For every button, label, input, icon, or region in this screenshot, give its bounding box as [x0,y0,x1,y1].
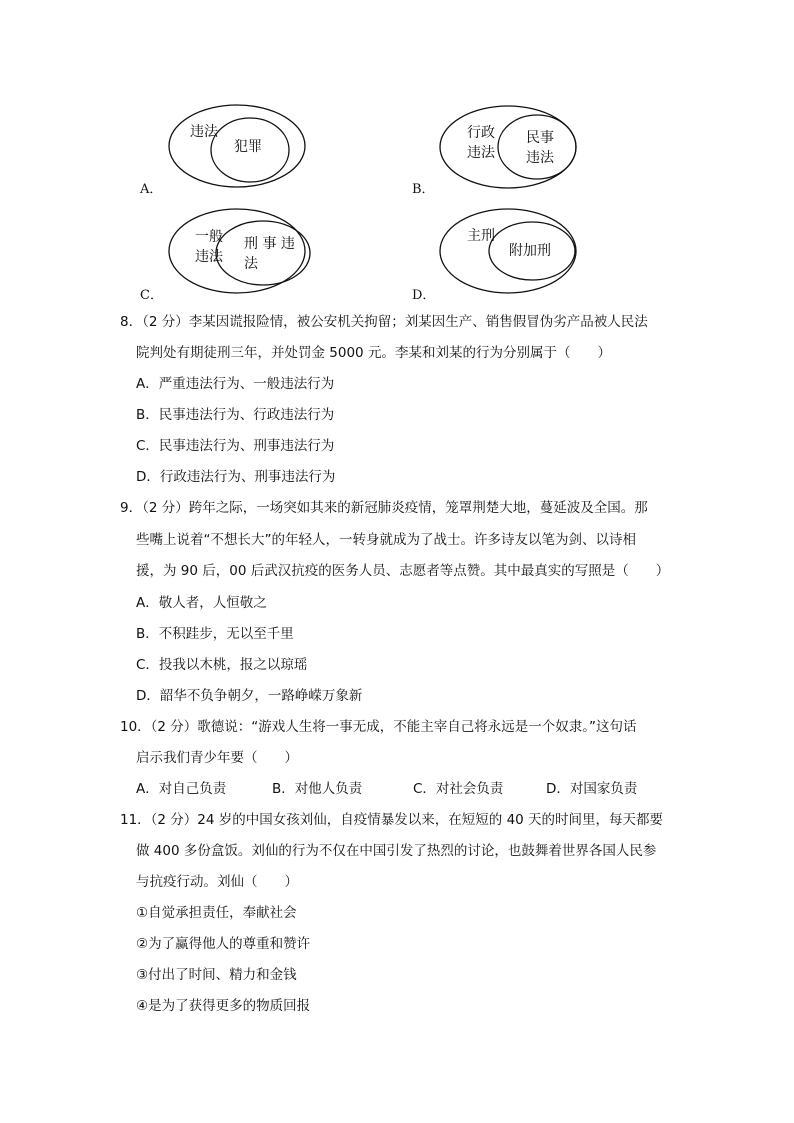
question-10-line-1: 10．（2 分）歌德说：“游戏人生将一事无成，不能主宰自己将永远是一个奴隶。”这句话 [120,719,637,735]
question-8-line-2: 院判处有期徒刑三年，并处罚金 5000 元。李某和刘某的行为分别属于（ ） [136,345,611,361]
diagram-a-inner-label: 犯罪 [234,139,262,155]
diagram-c-inner-label-1: 刑 事 违 [244,236,295,252]
diagram-a-outer-label: 违法 [190,124,218,140]
question-11-line-2: 做 400 多份盒饭。刘仙的行为不仅在中国引发了热烈的讨论，也鼓舞着世界各国人民参 [136,843,657,859]
diagram-b-inner-label-1: 民事 [526,130,554,146]
diagram-d-inner-label: 附加刑 [509,243,551,259]
question-10-line-2: 启示我们青少年要（ ） [136,750,298,766]
question-9-option-a: A．敬人者，人恒敬之 [136,595,267,611]
question-11-line-1: 11．（2 分）24 岁的中国女孩刘仙，自疫情暴发以来，在短短的 40 天的时间里，每天都要 [120,812,664,828]
diagram-c-inner-label-2: 法 [244,256,258,272]
question-11-item-2: ②为了赢得他人的尊重和赞许 [136,936,311,952]
question-8-option-d: D．行政违法行为、刑事违法行为 [136,469,336,485]
question-11-item-1: ①自觉承担责任，奉献社会 [136,905,297,921]
question-8-option-a: A．严重违法行为、一般违法行为 [136,376,335,392]
question-11-line-3: 与抗疫行动。刘仙（ ） [136,874,298,890]
question-10-option-b: B．对他人负责 [272,781,363,797]
diagram-b-outer-label-2: 违法 [467,145,495,161]
question-9-line-2: 些嘴上说着“不想长大”的年轻人，一转身就成为了战士。许多诗友以笔为剑、以诗相 [136,532,636,548]
option-d-label: D． [412,288,436,303]
question-9-line-3: 援，为 90 后，00 后武汉抗疫的医务人员、志愿者等点赞。其中最真实的写照是（ ） [136,563,670,579]
question-9-line-1: 9．（2 分）跨年之际，一场突如其来的新冠肺炎疫情，笼罩荆楚大地，蔓延波及全国。那 [120,500,648,516]
diagram-b-inner-label-2: 违法 [526,150,554,166]
question-10-option-a: A．对自己负责 [136,781,227,797]
question-11-item-3: ③付出了时间、精力和金钱 [136,967,297,983]
option-c-label: C． [140,288,163,303]
question-11-item-4: ④是为了获得更多的物质回报 [136,998,311,1014]
diagram-c-outer-label-1: 一般 [195,229,223,245]
question-8-option-c: C．民事违法行为、刑事违法行为 [136,438,335,454]
option-a-label: A． [140,182,163,197]
option-b-label: B． [412,182,435,197]
diagram-b-outer-label-1: 行政 [467,125,495,141]
diagram-c-outer-label-2: 违法 [195,249,223,265]
question-8-line-1: 8．（2 分）李某因谎报险情，被公安机关拘留；刘某因生产、销售假冒伪劣产品被人民法 [120,314,648,330]
question-10-option-d: D．对国家负责 [546,781,638,797]
question-10-option-c: C．对社会负责 [413,781,504,797]
diagram-d-ellipses [0,0,794,320]
diagram-d-outer-label: 主刑 [467,228,495,244]
question-9-option-d: D．韶华不负争朝夕，一路峥嵘万象新 [136,688,363,704]
question-8-option-b: B．民事违法行为、行政违法行为 [136,407,335,423]
question-9-option-b: B．不积跬步，无以至千里 [136,626,294,642]
question-9-option-c: C．投我以木桃，报之以琼瑶 [136,657,308,673]
